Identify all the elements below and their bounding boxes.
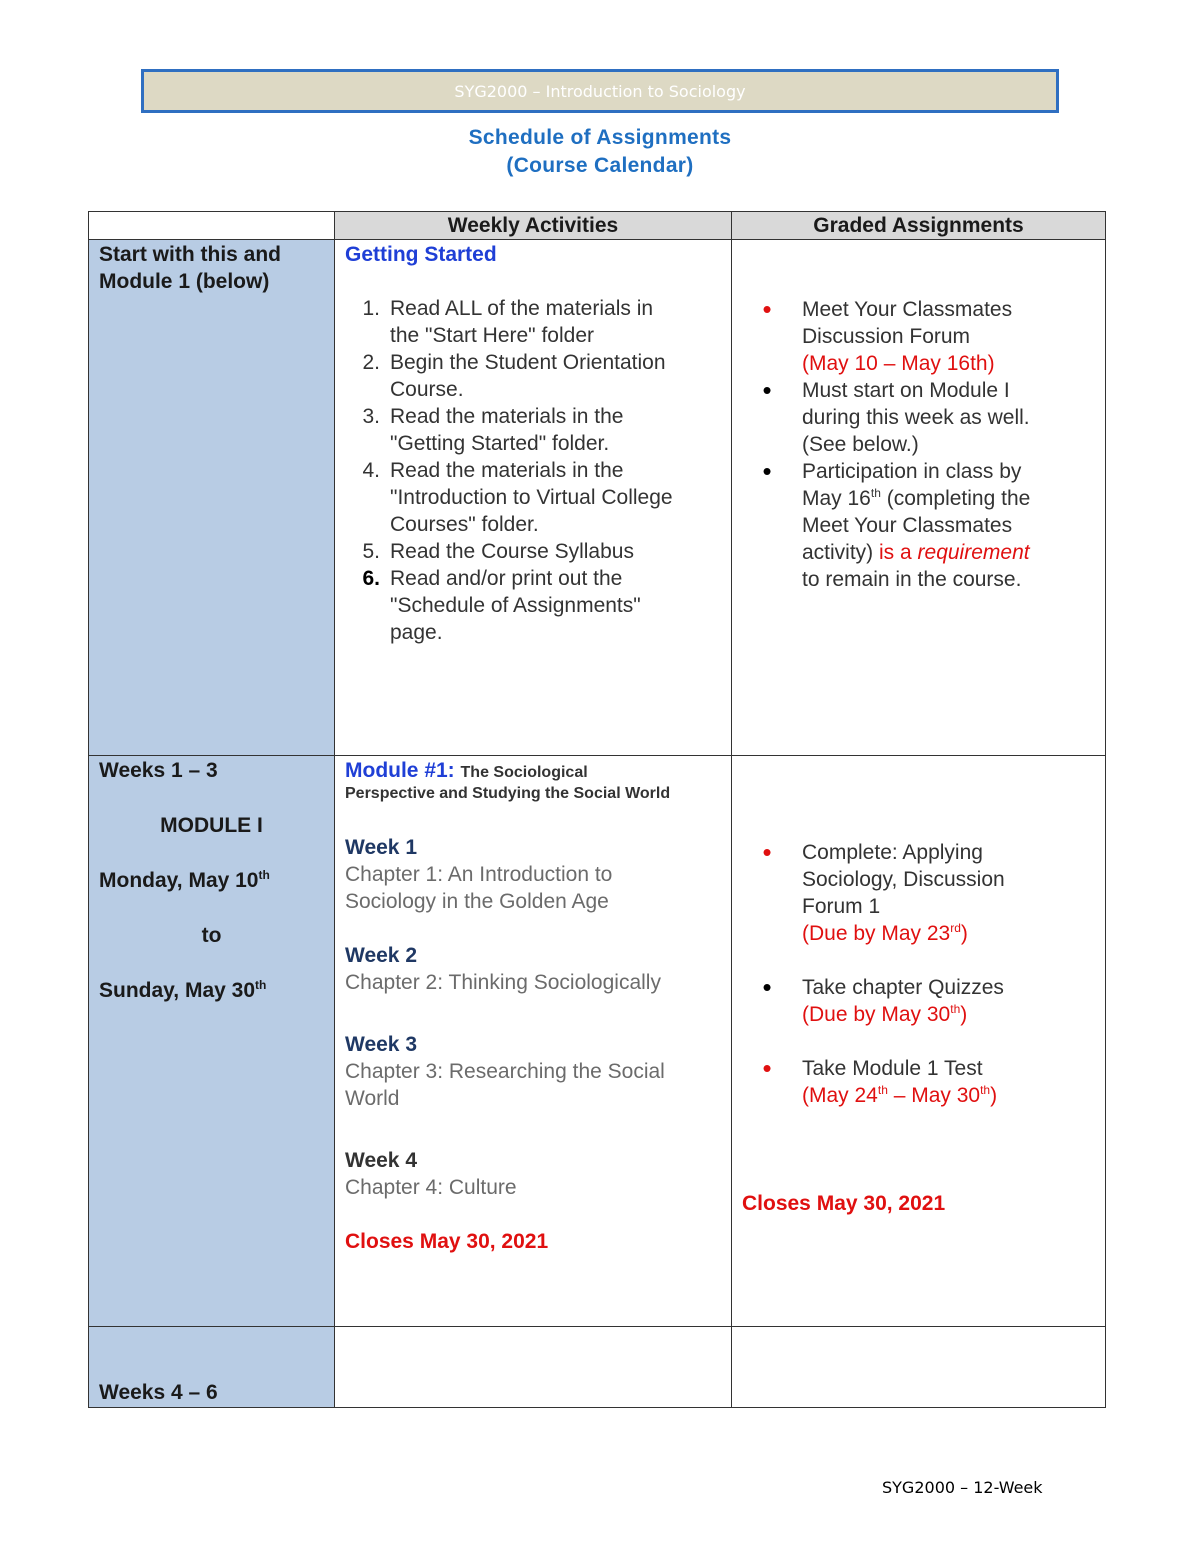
weeks-range: Weeks 4 – 6 <box>99 1381 218 1404</box>
row-label-cell <box>89 756 335 1327</box>
list-item: 1. Read ALL of the materials in the "Start Here" folder <box>362 297 654 347</box>
list-item: 6. Read and/or print out the "Schedule of Assignments" page. <box>362 567 641 644</box>
bullet-icon: • <box>762 294 772 324</box>
schedule-table <box>88 211 1106 1408</box>
bullet-icon: • <box>762 837 772 867</box>
bullet-icon: • <box>762 456 772 486</box>
title-line-1: Schedule of Assignments <box>468 126 732 149</box>
graded-list <box>732 296 1095 593</box>
page-footer: SYG2000 – 12-Week <box>882 1478 1043 1497</box>
week-heading: Week 1 <box>345 836 417 859</box>
weekly-activities-cell <box>335 240 732 756</box>
weeks-range: Weeks 1 – 3 <box>99 759 218 782</box>
list-item: 3. Read the materials in the "Getting Started" folder. <box>362 405 624 455</box>
list-item: • Complete: Applying Sociology, Discussion Forum 1 (Due by May 23rd) <box>732 839 1095 947</box>
list-item: 2. Begin the Student Orientation Course. <box>362 351 666 401</box>
end-date: Sunday, May 30th <box>99 978 267 1002</box>
document-title <box>0 124 1200 180</box>
bullet-icon: • <box>762 972 772 1002</box>
list-item: • Participation in class by May 16th (completing the Meet Your Classmates activity) is a requirement to remain in the course. <box>732 458 1095 593</box>
weekly-activities-cell <box>335 1327 732 1408</box>
steps-list <box>345 295 721 646</box>
table-row <box>89 756 1106 1327</box>
week-heading: Week 2 <box>345 944 417 967</box>
header-weekly-activities: Weekly Activities <box>335 212 732 240</box>
module-subtitle: Perspective and Studying the Social World <box>345 785 671 802</box>
header-blank-cell <box>89 212 335 240</box>
bullet-icon: • <box>762 1053 772 1083</box>
graded-assignments-cell <box>732 240 1106 756</box>
week-heading: Week 3 <box>345 1033 417 1056</box>
list-item: • Take Module 1 Test (May 24th – May 30th) <box>732 1055 1095 1109</box>
graded-list <box>732 839 1095 947</box>
list-item: • Must start on Module I during this week as well. (See below.) <box>732 377 1095 458</box>
getting-started-heading: Getting Started <box>345 243 497 266</box>
list-item: • Meet Your Classmates Discussion Forum (May 10 – May 16th) <box>732 296 1095 377</box>
course-header-bar <box>141 69 1059 113</box>
closes-date: Closes May 30, 2021 <box>742 1192 946 1215</box>
weekly-activities-cell: Module #1: The Sociological Perspective and Studying the Social World Week 1 Chapter 1: An Introduction to Sociology in the Golden Age Week 2 Chapter 2: Thinking Sociologically Week 3 Chapter 3: Researching the Social World Week 4 Chapter 4: Culture Closes May 30, 2021 <box>335 756 732 1327</box>
list-item: • Take chapter Quizzes (Due by May 30th) <box>732 974 1095 1028</box>
graded-assignments-cell <box>732 1327 1106 1408</box>
graded-list <box>732 1055 1095 1109</box>
side-line: Start with this and <box>99 243 282 266</box>
row-label-cell <box>89 240 335 756</box>
bullet-icon: • <box>762 375 772 405</box>
list-item: 4. Read the materials in the "Introduction to Virtual College Courses" folder. <box>362 459 673 536</box>
course-header-title: SYG2000 – Introduction to Sociology <box>454 81 746 101</box>
title-line-2: (Course Calendar) <box>506 154 694 177</box>
graded-assignments-cell <box>732 756 1106 1327</box>
row-label-cell <box>89 1327 335 1408</box>
graded-list <box>732 974 1095 1028</box>
week-heading: Week 4 <box>345 1149 417 1172</box>
to-label: to <box>201 924 222 947</box>
list-item: 5. Read the Course Syllabus <box>362 540 634 563</box>
module-label: Module #1: <box>345 759 455 782</box>
table-row <box>89 1327 1106 1408</box>
module-name: MODULE I <box>160 814 263 837</box>
header-graded-assignments: Graded Assignments <box>732 212 1106 240</box>
closes-date: Closes May 30, 2021 <box>345 1230 549 1253</box>
start-date: Monday, May 10th <box>99 868 270 892</box>
side-line: Module 1 (below) <box>99 270 270 293</box>
table-row <box>89 240 1106 756</box>
table-header-row <box>89 212 1106 240</box>
